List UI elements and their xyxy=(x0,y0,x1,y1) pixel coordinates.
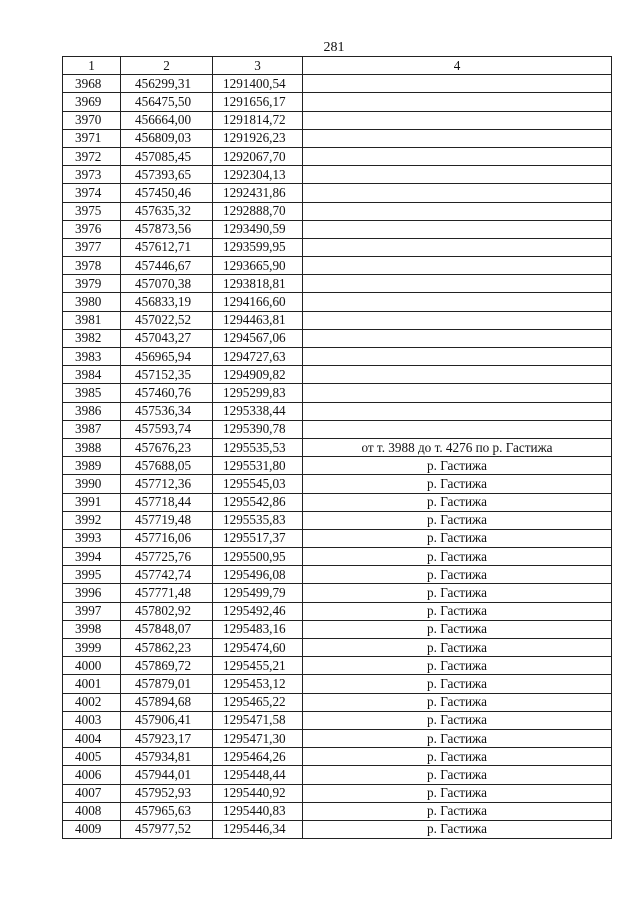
y-coordinate-cell: 1295492,46 xyxy=(213,602,303,620)
description-cell: р. Гастижа xyxy=(303,693,612,711)
table-row xyxy=(63,293,612,311)
x-coordinate-cell: 457719,48 xyxy=(121,511,213,529)
table-row xyxy=(63,766,612,784)
description-cell: р. Гастижа xyxy=(303,566,612,584)
x-coordinate-cell: 457879,01 xyxy=(121,675,213,693)
y-coordinate-cell: 1295299,83 xyxy=(213,384,303,402)
x-coordinate-cell: 457771,48 xyxy=(121,584,213,602)
x-coordinate-cell: 457725,76 xyxy=(121,548,213,566)
table-row xyxy=(63,311,612,329)
x-coordinate-cell: 457848,07 xyxy=(121,620,213,638)
header-row xyxy=(63,57,612,75)
description-cell: р. Гастижа xyxy=(303,766,612,784)
description-cell xyxy=(303,329,612,347)
x-coordinate-cell: 456299,31 xyxy=(121,75,213,93)
point-number-cell: 3970 xyxy=(63,111,121,129)
table-row xyxy=(63,348,612,366)
point-number-cell: 4005 xyxy=(63,748,121,766)
table-row xyxy=(63,748,612,766)
x-coordinate-cell: 457688,05 xyxy=(121,457,213,475)
point-number-cell: 3996 xyxy=(63,584,121,602)
point-number-cell: 3975 xyxy=(63,202,121,220)
y-coordinate-cell: 1293665,90 xyxy=(213,257,303,275)
y-coordinate-cell: 1294727,63 xyxy=(213,348,303,366)
description-cell xyxy=(303,129,612,147)
table-row xyxy=(63,529,612,547)
point-number-cell: 3973 xyxy=(63,166,121,184)
description-cell: р. Гастижа xyxy=(303,784,612,802)
point-number-cell: 3997 xyxy=(63,602,121,620)
description-cell: р. Гастижа xyxy=(303,657,612,675)
point-number-cell: 3989 xyxy=(63,457,121,475)
table-row xyxy=(63,639,612,657)
y-coordinate-cell: 1295390,78 xyxy=(213,420,303,438)
y-coordinate-cell: 1295448,44 xyxy=(213,766,303,784)
point-number-cell: 4003 xyxy=(63,711,121,729)
description-cell: р. Гастижа xyxy=(303,584,612,602)
point-number-cell: 3994 xyxy=(63,548,121,566)
point-number-cell: 3980 xyxy=(63,293,121,311)
table-row xyxy=(63,475,612,493)
header-col-1: 1 xyxy=(63,57,121,75)
table-header xyxy=(63,57,612,75)
description-cell: р. Гастижа xyxy=(303,620,612,638)
point-number-cell: 4001 xyxy=(63,675,121,693)
table-row xyxy=(63,257,612,275)
description-cell xyxy=(303,420,612,438)
table-row xyxy=(63,402,612,420)
y-coordinate-cell: 1295338,44 xyxy=(213,402,303,420)
y-coordinate-cell: 1295499,79 xyxy=(213,584,303,602)
table-row xyxy=(63,711,612,729)
x-coordinate-cell: 457802,92 xyxy=(121,602,213,620)
y-coordinate-cell: 1292888,70 xyxy=(213,202,303,220)
x-coordinate-cell: 457718,44 xyxy=(121,493,213,511)
y-coordinate-cell: 1295545,03 xyxy=(213,475,303,493)
point-number-cell: 3969 xyxy=(63,93,121,111)
y-coordinate-cell: 1294463,81 xyxy=(213,311,303,329)
y-coordinate-cell: 1291400,54 xyxy=(213,75,303,93)
header-col-4: 4 xyxy=(303,57,612,75)
point-number-cell: 4008 xyxy=(63,802,121,820)
y-coordinate-cell: 1295535,83 xyxy=(213,511,303,529)
description-cell: р. Гастижа xyxy=(303,820,612,838)
point-number-cell: 3999 xyxy=(63,639,121,657)
y-coordinate-cell: 1291814,72 xyxy=(213,111,303,129)
x-coordinate-cell: 457712,36 xyxy=(121,475,213,493)
description-cell: р. Гастижа xyxy=(303,729,612,747)
y-coordinate-cell: 1295440,92 xyxy=(213,784,303,802)
x-coordinate-cell: 457635,32 xyxy=(121,202,213,220)
description-cell: р. Гастижа xyxy=(303,675,612,693)
point-number-cell: 3998 xyxy=(63,620,121,638)
description-cell xyxy=(303,111,612,129)
point-number-cell: 3977 xyxy=(63,238,121,256)
point-number-cell: 3993 xyxy=(63,529,121,547)
x-coordinate-cell: 457043,27 xyxy=(121,329,213,347)
x-coordinate-cell: 457085,45 xyxy=(121,147,213,165)
point-number-cell: 3974 xyxy=(63,184,121,202)
point-number-cell: 3985 xyxy=(63,384,121,402)
x-coordinate-cell: 456833,19 xyxy=(121,293,213,311)
point-number-cell: 3987 xyxy=(63,420,121,438)
table-row xyxy=(63,729,612,747)
x-coordinate-cell: 456965,94 xyxy=(121,348,213,366)
x-coordinate-cell: 457869,72 xyxy=(121,657,213,675)
table-row xyxy=(63,220,612,238)
description-cell xyxy=(303,184,612,202)
description-cell xyxy=(303,348,612,366)
description-cell: р. Гастижа xyxy=(303,548,612,566)
description-cell: р. Гастижа xyxy=(303,602,612,620)
y-coordinate-cell: 1291926,23 xyxy=(213,129,303,147)
x-coordinate-cell: 456475,50 xyxy=(121,93,213,111)
y-coordinate-cell: 1294166,60 xyxy=(213,293,303,311)
x-coordinate-cell: 457934,81 xyxy=(121,748,213,766)
y-coordinate-cell: 1295483,16 xyxy=(213,620,303,638)
point-number-cell: 3976 xyxy=(63,220,121,238)
y-coordinate-cell: 1295474,60 xyxy=(213,639,303,657)
y-coordinate-cell: 1292304,13 xyxy=(213,166,303,184)
table-row xyxy=(63,366,612,384)
x-coordinate-cell: 457450,46 xyxy=(121,184,213,202)
description-cell xyxy=(303,293,612,311)
y-coordinate-cell: 1295535,53 xyxy=(213,438,303,456)
table-row xyxy=(63,75,612,93)
y-coordinate-cell: 1295464,26 xyxy=(213,748,303,766)
x-coordinate-cell: 457676,23 xyxy=(121,438,213,456)
table-row xyxy=(63,784,612,802)
table-row xyxy=(63,184,612,202)
table-row xyxy=(63,657,612,675)
y-coordinate-cell: 1293490,59 xyxy=(213,220,303,238)
point-number-cell: 4004 xyxy=(63,729,121,747)
header-col-2: 2 xyxy=(121,57,213,75)
x-coordinate-cell: 457593,74 xyxy=(121,420,213,438)
point-number-cell: 4006 xyxy=(63,766,121,784)
y-coordinate-cell: 1293818,81 xyxy=(213,275,303,293)
description-cell xyxy=(303,257,612,275)
y-coordinate-cell: 1294909,82 xyxy=(213,366,303,384)
y-coordinate-cell: 1295455,21 xyxy=(213,657,303,675)
page-number: 281 xyxy=(323,40,345,55)
table-row xyxy=(63,584,612,602)
x-coordinate-cell: 457536,34 xyxy=(121,402,213,420)
x-coordinate-cell: 457944,01 xyxy=(121,766,213,784)
y-coordinate-cell: 1295453,12 xyxy=(213,675,303,693)
table-body xyxy=(63,75,612,839)
x-coordinate-cell: 457716,06 xyxy=(121,529,213,547)
point-number-cell: 3972 xyxy=(63,147,121,165)
description-cell xyxy=(303,220,612,238)
y-coordinate-cell: 1291656,17 xyxy=(213,93,303,111)
table-row xyxy=(63,420,612,438)
table-row xyxy=(63,238,612,256)
table-row xyxy=(63,511,612,529)
y-coordinate-cell: 1293599,95 xyxy=(213,238,303,256)
description-cell xyxy=(303,75,612,93)
table-row xyxy=(63,820,612,838)
table-row xyxy=(63,329,612,347)
description-cell xyxy=(303,275,612,293)
table-row xyxy=(63,111,612,129)
point-number-cell: 4000 xyxy=(63,657,121,675)
point-number-cell: 3971 xyxy=(63,129,121,147)
table-row xyxy=(63,275,612,293)
description-cell: р. Гастижа xyxy=(303,529,612,547)
y-coordinate-cell: 1295500,95 xyxy=(213,548,303,566)
description-cell: р. Гастижа xyxy=(303,475,612,493)
x-coordinate-cell: 457894,68 xyxy=(121,693,213,711)
table-row xyxy=(63,166,612,184)
table-row xyxy=(63,566,612,584)
description-cell: р. Гастижа xyxy=(303,711,612,729)
x-coordinate-cell: 457070,38 xyxy=(121,275,213,293)
description-cell: р. Гастижа xyxy=(303,511,612,529)
table-row xyxy=(63,129,612,147)
point-number-cell: 3988 xyxy=(63,438,121,456)
description-cell xyxy=(303,147,612,165)
x-coordinate-cell: 457152,35 xyxy=(121,366,213,384)
table-row xyxy=(63,493,612,511)
point-number-cell: 4009 xyxy=(63,820,121,838)
x-coordinate-cell: 457446,67 xyxy=(121,257,213,275)
description-cell xyxy=(303,93,612,111)
coordinates-table xyxy=(62,56,612,839)
x-coordinate-cell: 457977,52 xyxy=(121,820,213,838)
point-number-cell: 3983 xyxy=(63,348,121,366)
point-number-cell: 3981 xyxy=(63,311,121,329)
description-cell: р. Гастижа xyxy=(303,802,612,820)
point-number-cell: 3984 xyxy=(63,366,121,384)
point-number-cell: 3991 xyxy=(63,493,121,511)
table-row xyxy=(63,620,612,638)
description-cell: от т. 3988 до т. 4276 по р. Гастижа xyxy=(303,438,612,456)
x-coordinate-cell: 457022,52 xyxy=(121,311,213,329)
description-cell: р. Гастижа xyxy=(303,639,612,657)
point-number-cell: 4007 xyxy=(63,784,121,802)
table-row xyxy=(63,438,612,456)
header-col-3: 3 xyxy=(213,57,303,75)
y-coordinate-cell: 1295471,58 xyxy=(213,711,303,729)
description-cell: р. Гастижа xyxy=(303,748,612,766)
y-coordinate-cell: 1295517,37 xyxy=(213,529,303,547)
description-cell xyxy=(303,166,612,184)
y-coordinate-cell: 1295471,30 xyxy=(213,729,303,747)
description-cell xyxy=(303,366,612,384)
y-coordinate-cell: 1295465,22 xyxy=(213,693,303,711)
description-cell: р. Гастижа xyxy=(303,457,612,475)
point-number-cell: 4002 xyxy=(63,693,121,711)
y-coordinate-cell: 1292431,86 xyxy=(213,184,303,202)
point-number-cell: 3986 xyxy=(63,402,121,420)
x-coordinate-cell: 456664,00 xyxy=(121,111,213,129)
x-coordinate-cell: 457862,23 xyxy=(121,639,213,657)
description-cell xyxy=(303,384,612,402)
point-number-cell: 3982 xyxy=(63,329,121,347)
table-row xyxy=(63,802,612,820)
x-coordinate-cell: 457612,71 xyxy=(121,238,213,256)
description-cell: р. Гастижа xyxy=(303,493,612,511)
table-row xyxy=(63,693,612,711)
table-row xyxy=(63,147,612,165)
point-number-cell: 3990 xyxy=(63,475,121,493)
point-number-cell: 3978 xyxy=(63,257,121,275)
table-row xyxy=(63,457,612,475)
x-coordinate-cell: 457923,17 xyxy=(121,729,213,747)
table-row xyxy=(63,675,612,693)
point-number-cell: 3968 xyxy=(63,75,121,93)
description-cell xyxy=(303,311,612,329)
point-number-cell: 3995 xyxy=(63,566,121,584)
y-coordinate-cell: 1295446,34 xyxy=(213,820,303,838)
table-row xyxy=(63,384,612,402)
table-row xyxy=(63,602,612,620)
y-coordinate-cell: 1295440,83 xyxy=(213,802,303,820)
description-cell xyxy=(303,202,612,220)
x-coordinate-cell: 456809,03 xyxy=(121,129,213,147)
x-coordinate-cell: 457460,76 xyxy=(121,384,213,402)
y-coordinate-cell: 1295531,80 xyxy=(213,457,303,475)
point-number-cell: 3979 xyxy=(63,275,121,293)
description-cell xyxy=(303,238,612,256)
x-coordinate-cell: 457873,56 xyxy=(121,220,213,238)
x-coordinate-cell: 457952,93 xyxy=(121,784,213,802)
y-coordinate-cell: 1295542,86 xyxy=(213,493,303,511)
point-number-cell: 3992 xyxy=(63,511,121,529)
x-coordinate-cell: 457965,63 xyxy=(121,802,213,820)
description-cell xyxy=(303,402,612,420)
x-coordinate-cell: 457742,74 xyxy=(121,566,213,584)
table-row xyxy=(63,202,612,220)
table-row xyxy=(63,548,612,566)
x-coordinate-cell: 457393,65 xyxy=(121,166,213,184)
table-row xyxy=(63,93,612,111)
x-coordinate-cell: 457906,41 xyxy=(121,711,213,729)
y-coordinate-cell: 1294567,06 xyxy=(213,329,303,347)
y-coordinate-cell: 1295496,08 xyxy=(213,566,303,584)
y-coordinate-cell: 1292067,70 xyxy=(213,147,303,165)
